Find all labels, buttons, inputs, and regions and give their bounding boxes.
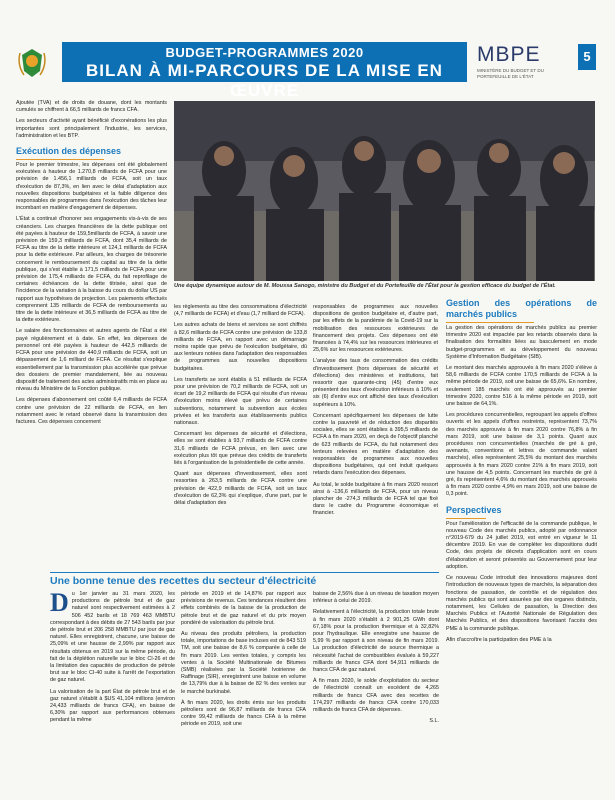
banner-title: BILAN À MI-PARCOURS DE LA MISE EN ŒUVRE [86, 61, 443, 100]
section-heading: Perspectives [446, 504, 502, 515]
page-number: 5 [578, 44, 596, 70]
author-signature: S.L. [429, 718, 439, 725]
elec-column-2 [181, 591, 306, 733]
paragraph: L'analyse des taux de consommation des crédits d'investissement (hors dépenses de sécurité et d'élections) des ministères et institutions, fait ressortir que quarante-cinq (45) d'entre eux présentent des taux d'exécution inférieurs à 10% et six (6) d'entre eux ont affiché des taux d'exécution supérieurs à 10%. [313, 358, 438, 408]
heading-underline [446, 322, 534, 323]
paragraph: Relativement à l'électricité, la production totale brute à fin mars 2020 s'établit à 2 901,25 GWh dont 67,18% pour la production thermique et à 32,82% pour l'hydraulique. Elle enregistre une hausse de 5,99 % par rapport à son niveau de fin mars 2019. La production d'électricité de source thermique a nécessité l'achat de combustibles évalués à 59,227 milliards de francs CFA dont 54,911 milliards de francs CFA de gaz naturel. [313, 609, 439, 674]
section-heading: Gestion des opérations de marchés publics [446, 298, 597, 319]
heading-underline [446, 518, 486, 519]
page-header [0, 0, 615, 100]
paragraph [50, 588, 175, 685]
mbpe-logo [477, 44, 572, 84]
paragraph: Au niveau des produits pétroliers, la production totale, importations de base incluses est de 843 519 TM, soit une baisse de 8,6 % comparée à celle de fin mars 2019. Les ventes totales, y compris les ventes à la Société Multinationale de Bitumes (SMB) réalisées par la Société Ivoirienne de Raffinage (SIR), enregistrent une baisse en volume de 13,79% due à la baisse de 82 % des ventes sur le marché burkinabé. [181, 631, 306, 695]
paragraph: La valorisation de la part État de pétrole brut et de gaz naturel s'établit à $US 41,104 millions (environ 24,433 milliards de francs CFA), en baisse de 6,30% par rapport aux performances obtenues pendant la même [50, 688, 175, 724]
paragraph: Le salaire des fonctionnaires et autres agents de l'État a été payé régulièrement et à date. En effet, les dépenses de personnel ont été payées à hauteur de 442,5 milliards de FCFA pour une prévision de 440,9 milliards de FCFA, soit un dépassement de 1,6 milliard de FCFA. Ce résultat s'explique essentiellement par la transmission plus accélérée que prévue des dossiers de premier mandatement, liée au nouveau dispositif de traitement des actes administratifs mis en place au niveau du Ministère de la Fonction publique. [16, 328, 168, 393]
paragraph: Le montant des marchés approuvés à fin mars 2020 s'élève à 58,6 milliards de FCFA contre 170,5 milliards de FCFA à la même période de 2019, soit une baisse de 65,6%. En nombre, seulement 185 marchés ont été approuvés au premier trimestre 2020, contre 516 à la même période en 2019, soit une baisse de 64,1%. [446, 365, 597, 408]
section-divider [50, 572, 439, 573]
logo-subtitle: MINISTÈRE DU BUDGET ET DU PORTEFEUILLE DE L'ÉTAT [477, 68, 544, 79]
paragraph: Ce nouveau Code introduit des innovations majeures dont l'introduction de nouveaux types de marchés, la séparation des fonctions de passation, de contrôle et de régulation des marchés publics qui sont assurées par des organes distincts, notamment, les Cellules de passation, la Direction des Marchés Publics et l'Autorité Nationale de Régulation des Marchés Publics, et des dispositions favorisant l'accès des PME à la commande publique. [446, 575, 597, 632]
paragraph: responsables de programmes aux nouvelles dispositions de gestion budgétaire et, d'autre part, par les effets de la pandémie de la Covid-19 sur la mobilisation des ressources extérieures de financement des projets. Ces dépenses ont été financées à 74,4% sur les ressources intérieures et 25,6% sur les ressources extérieures. [313, 304, 438, 354]
paragraph: Pour l'amélioration de l'efficacité de la commande publique, le nouveau Code des marchés publics, adopté par ordonnance n°2019-679 du 24 juillet 2019, est entré en vigueur le 11 décembre 2019. En vue de compléter les dispositions dudit Code, des projets de décrets d'application sont en cours d'élaboration et seront présentés au Gouvernement pour leur adoption. [446, 520, 597, 570]
paragraph: Ajoutée (TVA) et de droits de douane, dont les montants cumulés se chiffrent à 66,5 milliards de francs CFA. [16, 100, 167, 114]
column-3 [313, 304, 438, 522]
electricity-section-title: Une bonne tenue des recettes du secteur d'électricité [50, 575, 317, 587]
elec-column-1 [50, 588, 175, 729]
banner-kicker: BUDGET-PROGRAMMES 2020 [165, 45, 364, 60]
paragraph: Quant aux dépenses d'investissement, elles sont ressorties à 263,5 milliards de FCFA contre une prévision de 422,9 milliards de FCFA, soit un taux d'exécution de 62,3% qui s'explique, d'une part, par le délai d'adaptation des [174, 471, 307, 507]
title-banner [62, 42, 467, 100]
paragraph: Les dépenses d'abonnement ont coûté 6,4 milliards de FCFA contre une prévision de 22 milliards de FCFA, en lien notamment avec le retard observé dans la transmission des factures. Ces dépenses concernent [16, 397, 167, 425]
paragraph: période en 2019 et de 14,87% par rapport aux prévisions de revenus. Ces tendances résultent des effets combinés de la baisse de la production de pétrole brut et de gaz naturel et du prix moyen pondéré de valorisation du pétrole brut. [181, 591, 306, 626]
column-4 [446, 298, 597, 648]
column-2 [174, 304, 307, 511]
drop-cap: D [50, 588, 69, 617]
paragraph: Les autres achats de biens et services se sont chiffrés à 82,6 milliards de FCFA contre une prévision de 133,8 milliards de FCFA, en rapport avec un démarrage moins rapide que prévu de l'exécution budgétaire, dû aux lenteurs notées dans l'adaptation des responsables de programmes aux nouvelles dispositions budgétaires. [174, 322, 307, 372]
paragraph: La gestion des opérations de marchés publics au premier trimestre 2020 est impactée par les retards observés dans la finalisation des formalités liées au basculement en mode budget-programmes et au développement du nouveau Système d'Information Budgétaire (SIB). [446, 325, 597, 360]
photo-caption: Une équipe dynamique autour de M. Moussa Sanogo, ministre du Budget et du Portefeuille de l'État pour la gestion efficace du budget de l'État. [174, 283, 556, 289]
coat-of-arms-icon [14, 45, 50, 81]
paragraph: Au total, le solde budgétaire à fin mars 2020 ressort ainsi à -136,6 milliards de FCFA, pour un niveau plancher de -274,3 milliards de FCFA tel que fixé dans le cadre du Programme économique et financier. [313, 481, 438, 517]
meeting-photo [174, 101, 595, 281]
paragraph-text: u 1er janvier au 31 mars 2020, les productions de pétrole brut et de gaz naturel sont respectivement estimées à 2 506 452 barils et 18 769 463 MMBTU correspondant à des débits de 27 543 barils par jour de pétrole brut et 206 258 MMBTU par jour de gaz naturel. Elles enregistrent, chacune, une baisse de 25,09% et une hausse de 2,99% par rapport aux résultats obtenus en 2019 sur la même période, du fait de la déplétion naturelle sur le bloc CI-26 et de la limitation des capacités de production de pétrole brut sur le bloc CI-40 suite à l'arrêt de l'exportation de gaz naturel. [50, 591, 175, 684]
paragraph: Pour le premier trimestre, les dépenses ont été globalement exécutées à hauteur de 1.270,8 milliards de FCFA pour une prévision de 1.456,1 milliards de FCFA, soit un taux d'exécution de 87,3%, en lien avec le délai d'adaptation aux nouvelles dispositions budgétaires et la faible diligence des responsables de programmes dans l'exécution des tâches leur incombant en matière d'engagement de dépenses. [16, 162, 167, 212]
paragraph: Afin d'accroître la participation des PME à la [446, 636, 552, 643]
paragraph: Les secteurs d'activité ayant bénéficié d'exonérations les plus importantes sont principalement l'industrie, les services, l'administration et les BTP. [16, 118, 167, 139]
paragraph: Les transferts se sont établis à 51 milliards de FCFA pour une prévision de 70,2 milliards de FCFA, soit un écart de 19,2 milliards de FCFA qui résulte d'un niveau d'exécution moins élevé que prévu de certaines subventions, notamment la subvention aux écoles privées et les transferts aux établissements publics nationaux. [174, 376, 307, 427]
audience-image [174, 101, 595, 281]
paragraph: Concernant les dépenses de sécurité et d'élections, elles se sont établies à 93,7 milliards de FCFA contre 31,6 milliards de FCFA prévus, en lien avec une exécution plus tôt que prévue des crédits de transferts liés à l'organisation de la présidentielle de cette année. [174, 431, 307, 467]
paragraph: Les procédures concurrentielles, regroupant les appels d'offres ouverts et les appels d'offres restreints, représentent 73,7% des marchés approuvés à fin mars 2020 contre 76,8% à fin mars 2019, soit une baisse de 3,1 points. Quant aux procédures non concurrentielles (marchés de gré à gré, avenants, conventions et lettres de commande valant marchés), elles représentent 25,5% du montant des marchés approuvés à fin mars 2020 contre 21% à fin mars 2019, soit une hausse de 4,5 points. Concernant les marchés de gré à gré, ils représentent 4,6% du montant des marchés approuvés à fin mars 2020 contre 4,9% en mars 2019, soit une baisse de 0,3 point. [446, 412, 597, 498]
paragraph: À fin mars 2020, le solde d'exploitation du secteur de l'électricité connaît un excédent de 4,265 milliards de francs CFA avec des recettes de 174,297 milliards de francs CFA contre 170,033 milliards de francs CFA de dépenses. [313, 678, 439, 714]
heading-underline [16, 159, 104, 160]
paragraph: Concernant spécifiquement les dépenses de lutte contre la pauvreté et de réduction des disparités sociales, elles se sont établies à 395,5 milliards de FCFA à fin mars 2020, en deçà de l'objectif planché de 623 milliards de FCFA, du fait notamment des lenteurs relevées en matière d'adaptation des responsables de programmes aux nouvelles dispositions budgétaires, qui ont induit quelques retards dans l'exécution des dépenses. [313, 412, 438, 477]
elec-column-3 [313, 591, 439, 725]
paragraph: baisse de 2,56% due à un niveau de taxation moyen inférieur à celui de 2019. [313, 591, 439, 605]
paragraph: L'État a continué d'honorer ses engagements vis-à-vis de ses créanciers. Les charges financières de la dette publique ont été payées à hauteur de 159,5milliards de FCFA, à savoir une prévision de 159,3 milliards de FCFA, dont 35,4 milliards de FCFA au titre de la dette intérieure et 124,1 milliards de FCFA pour la dette extérieure. Par ailleurs, les charges de trésorerie concernent le remboursement du capital au titre de la dette publique, qui s'est établie à 171,5 milliards de FCFA pour une prévision de 175,4 milliards de FCFA, du fait reprofilage de certaines échéances de la dette titrisée, ainsi que de l'incidence de la variation à la baisse du cours du dollar US par rapport aux hypothèses de projection. Les paiements effectués comprennent 135 milliards de FCFA de remboursements au titre de la dette intérieure et 36,5 milliards de FCFA au titre de la dette extérieure. [16, 216, 167, 324]
paragraph: À fin mars 2020, les droits émis sur les produits pétroliers sont de 96,87 milliards de francs CFA contre 99,42 milliards de francs CFA à la même période en 2019, soit une [181, 699, 306, 728]
paragraph: les règlements au titre des consommations d'électricité (4,7 milliards de FCFA) et d'eau (1,7 milliard de FCFA). [174, 304, 307, 318]
logo-text: MBPE [477, 43, 541, 66]
section-heading: Exécution des dépenses [16, 146, 122, 157]
column-1 [16, 100, 167, 430]
